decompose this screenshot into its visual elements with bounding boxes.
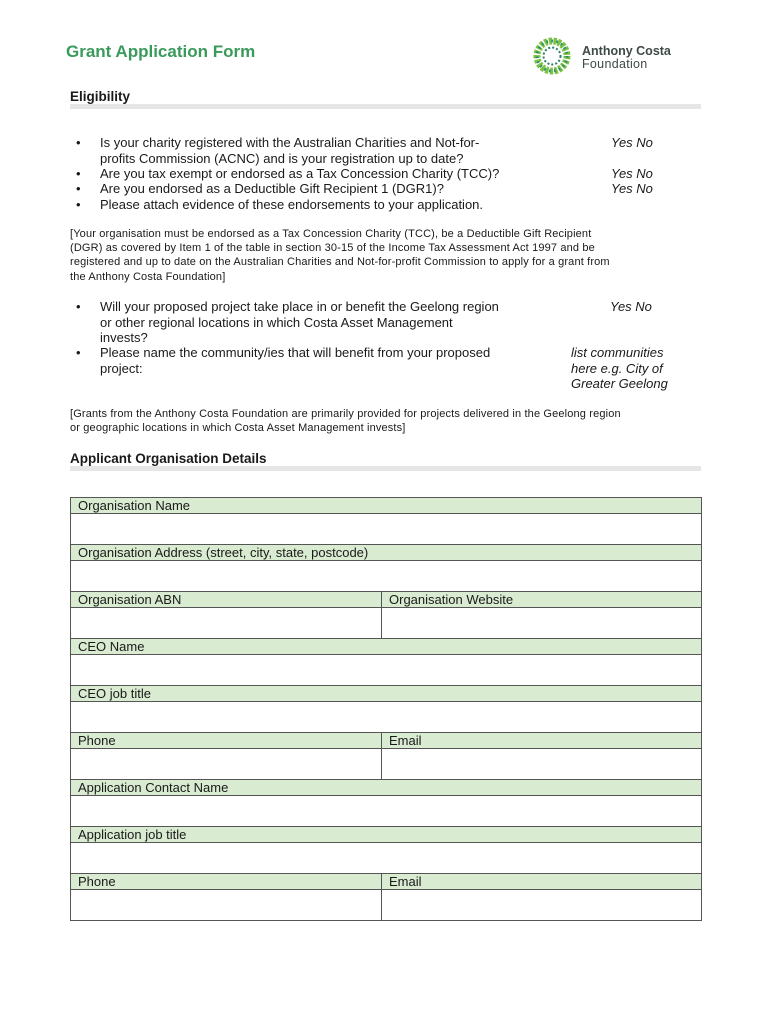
answer-yes-no[interactable]: Yes No [611,135,653,150]
eligibility-item-acnc [100,135,479,166]
bullet-icon: • [76,345,81,360]
eligibility-item-tcc: Are you tax exempt or endorsed as a Tax Concession Charity (TCC)? [100,166,500,181]
geelong-note [70,407,702,435]
contact-phone-label: Phone [71,874,382,890]
email-label: Email [382,733,702,749]
ceo-title-input[interactable] [71,702,702,733]
eligibility-item-line: invests? [100,330,148,345]
contact-title-input[interactable] [71,843,702,874]
org-address-input[interactable] [71,561,702,592]
org-name-label: Organisation Name [71,498,702,514]
contact-title-label: Application job title [71,827,702,843]
eligibility-heading: Eligibility [70,89,131,104]
note-line: [Your organisation must be endorsed as a Tax Concession Charity (TCC), be a Deductible Gift Recipient [70,228,592,240]
eligibility-item-communities [100,345,490,376]
eligibility-item-geelong [100,299,499,346]
org-name-input[interactable] [71,514,702,545]
phone-input[interactable] [71,749,382,780]
bullet-icon: • [76,299,81,314]
eligibility-item-line: Is your charity registered with the Australian Charities and Not-for- [100,135,480,150]
applicant-rule [70,466,701,471]
note-line: (DGR) as covered by Item 1 of the table in section 30-15 of the Income Tax Assessment Act 1997 and be [70,242,595,255]
eligibility-item-line: project: [100,360,143,376]
eligibility-item-evidence: Please attach evidence of these endorsements to your application. [100,197,484,212]
answer-line: here e.g. City of [571,360,663,376]
communities-answer-field[interactable] [571,345,668,392]
phone-label: Phone [71,733,382,749]
bullet-icon: • [76,197,81,212]
bullet-icon: • [76,181,81,196]
org-website-label: Organisation Website [382,592,702,608]
contact-name-input[interactable] [71,796,702,827]
note-line: or geographic locations in which Costa Asset Management invests] [70,422,406,435]
eligibility-item-line: Will your proposed project take place in or benefit the Geelong region [100,299,499,314]
org-abn-input[interactable] [71,608,382,639]
foundation-logo [528,34,678,82]
contact-email-label: Email [382,874,702,890]
applicant-details-table [70,497,702,921]
answer-yes-no[interactable]: Yes No [611,166,653,181]
applicant-heading: Applicant Organisation Details [70,451,267,466]
eligibility-note [70,227,702,284]
foundation-logo-icon [532,36,572,76]
logo-name: Anthony Costa [582,44,671,58]
eligibility-item-line: or other regional locations in which Costa Asset Management [100,314,453,330]
answer-line: list communities [571,345,664,360]
answer-yes-no[interactable]: Yes No [610,299,652,314]
ceo-title-label: CEO job title [71,686,702,702]
eligibility-rule [70,104,701,109]
eligibility-item-line: Please name the community/ies that will benefit from your proposed [100,345,491,360]
org-website-input[interactable] [382,608,702,639]
note-line: registered and up to date on the Australian Charities and Not-for-profit Commission to apply for a grant from [70,256,610,269]
eligibility-item-line: profits Commission (ACNC) and is your registration up to date? [100,150,464,166]
bullet-icon: • [76,135,81,150]
contact-email-input[interactable] [382,890,702,921]
logo-subtitle: Foundation [582,57,648,71]
bullet-icon: • [76,166,81,181]
ceo-name-label: CEO Name [71,639,702,655]
eligibility-item-dgr1: Are you endorsed as a Deductible Gift Recipient 1 (DGR1)? [100,181,444,196]
contact-phone-input[interactable] [71,890,382,921]
note-line: the Anthony Costa Foundation] [70,270,226,283]
form-title: Grant Application Form [66,42,256,61]
email-input[interactable] [382,749,702,780]
answer-yes-no[interactable]: Yes No [611,181,653,196]
contact-name-label: Application Contact Name [71,780,702,796]
ceo-name-input[interactable] [71,655,702,686]
note-line: [Grants from the Anthony Costa Foundation are primarily provided for projects delivered in the Geelong region [70,408,621,420]
answer-line: Greater Geelong [571,376,668,391]
org-address-label: Organisation Address (street, city, state, postcode) [71,545,702,561]
org-abn-label: Organisation ABN [71,592,382,608]
